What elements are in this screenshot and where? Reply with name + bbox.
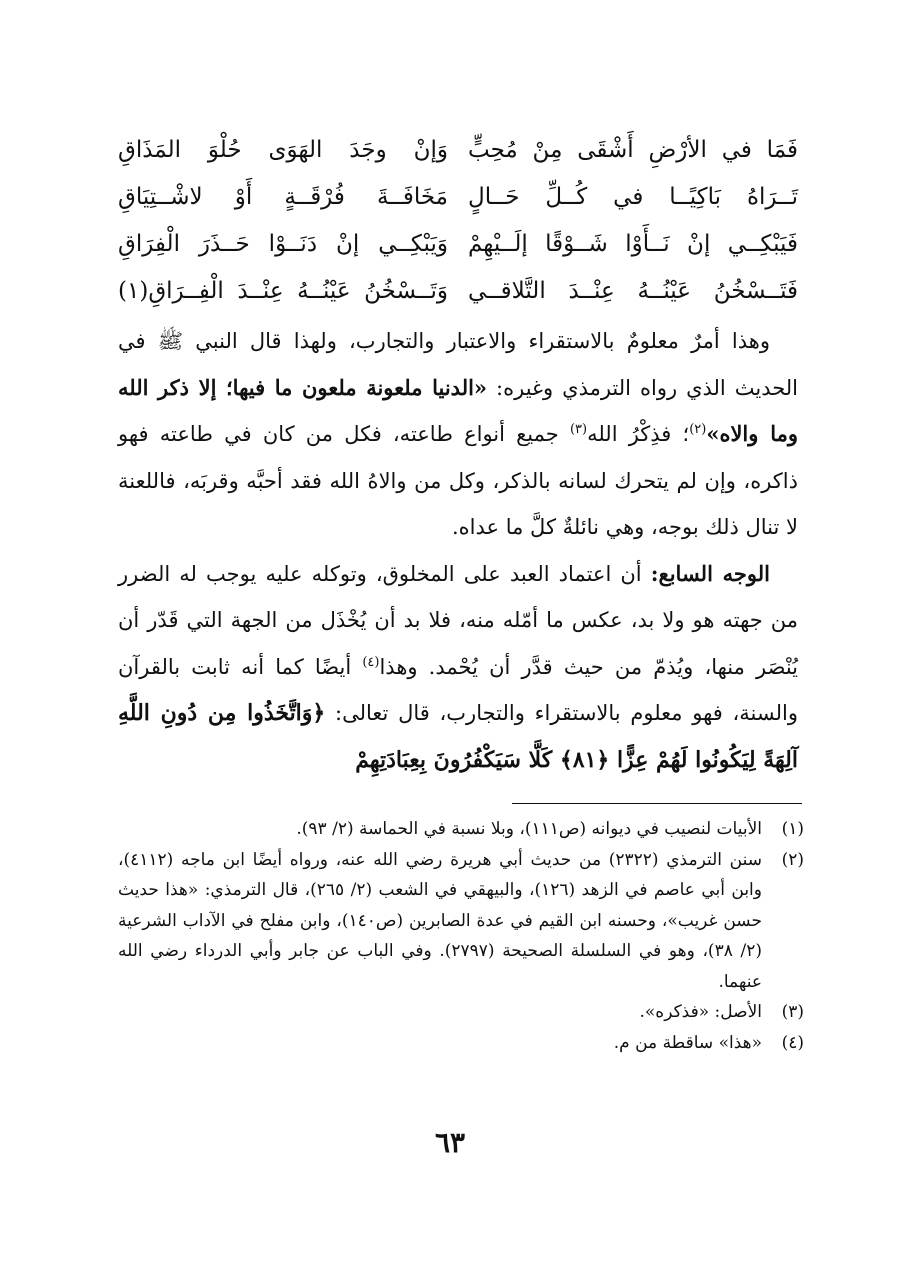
footnote-number: (٢) [781, 849, 804, 870]
footnote-number: (٤) [781, 1032, 804, 1053]
section-heading: الوجه السابع: [650, 560, 770, 586]
footnote-number: (١) [781, 819, 804, 839]
poem-verse [118, 126, 798, 173]
verse-first-hemistich: فَمَا في الأرْضِ أَشْقَى مِنْ مُحِبٍّ [468, 136, 798, 163]
footnote-text: الأبيات لنصيب في ديوانه (ص١١١)، وبلا نسبة في الحماسة (٢/ ٩٣). [296, 819, 762, 839]
quran-verse: ﴿وَاتَّخَذُوا مِن دُونِ اللَّهِ آلِهَةً لِيَكُونُوا لَهُمْ عِزًّا ﴿٨١﴾ كَلَّا سَيَكْفُرُونَ بِعِبَادَتِهِمْ [118, 700, 798, 773]
footnote-ref: (٣) [569, 422, 588, 437]
paragraph [118, 318, 798, 551]
verse-first-hemistich: تَــرَاهُ بَاكِيًــا في كُــلِّ حَــالٍ [468, 183, 798, 210]
verse-second-hemistich: مَخَافَــةَ فُرْقَــةٍ أَوْ لاشْــتِيَاقِ [118, 183, 448, 210]
footnote-text: «هذا» ساقطة من م. [613, 1032, 762, 1053]
footnote-separator [512, 803, 802, 804]
body-text [118, 318, 798, 783]
text-run: أن اعتماد العبد على المخلوق، وتوكله عليه يوجب له الضرر من جهته هو ولا بد، عكس ما أمّله منه، فلا بد أن يُخْذَل من الجهة التي قَدّر أن يُنْصَر منها، ويُذمّ من حيث قدَّر أن يُحْمد. وهذا [118, 561, 799, 679]
footnote-text: سنن الترمذي (٢٣٢٢) من حديث أبي هريرة رضي الله عنه، ورواه أيضًا ابن ماجه (٤١١٢)، وابن أبي عاصم في الزهد (١٢٦)، والبيهقي في الشعب (٢/ ٢٦٥)، قال الترمذي: «هذا حديث حسن غريب»، وحسنه ابن القيم في عدة الصابرين (ص١٤٠)، وابن مفلح في الآداب الشرعية (٢/ ٣٨)، وهو في السلسلة الصحيحة (٢٧٩٧). وفي الباب عن جابر وأبي الدرداء رضي الله عنهما. [118, 849, 762, 992]
footnote-ref: (٢) [689, 422, 707, 437]
footnotes [118, 814, 804, 1058]
page-number: ٦٣ [434, 1126, 466, 1159]
footnote-number: (٣) [781, 1002, 804, 1022]
verse-second-hemistich: وَتَــسْخُنُ عَيْنُــهُ عِنْــدَ الْفِــرَاقِ(١) [118, 277, 448, 304]
text-run: جميع أنواع طاعته، فكل من كان في طاعته فهو ذاكره، وإن لم يتحرك لسانه بالذكر، وكل من والاهُ الله فقد أحبَّه وقربَه، فاللعنة لا تنال ذلك بوجه، وهي نائلةٌ كلَّ ما عداه. [118, 422, 798, 539]
text-run: وهذا أمرٌ معلومٌ بالاستقراء والاعتبار والتجارب، ولهذا قال النبي ﷺ في الحديث الذي رواه الترمذي وغيره: [118, 329, 799, 400]
verse-second-hemistich: وَإنْ وجَدَ الهَوَى حُلْوَ المَذَاقِ [118, 136, 448, 163]
paragraph [118, 551, 798, 784]
footnote [118, 814, 804, 845]
footnote [118, 997, 804, 1028]
verse-second-hemistich: وَيَبْكِــي إنْ دَنَــوْا حَــذَرَ الْفِرَاقِ [118, 230, 448, 257]
footnote [118, 1028, 804, 1059]
footnote-text: الأصل: «فذكره». [639, 1002, 762, 1022]
verse-first-hemistich: فَتَــسْخُنُ عَيْنُــهُ عِنْــدَ التَّلاقــي [468, 277, 798, 304]
poem-verse [118, 220, 798, 267]
poem-verse [118, 267, 798, 314]
text-run: ؛ فذِكْرُ الله [587, 422, 690, 446]
hadith-quote: «الدنيا ملعونة ملعون ما فيها؛ إلا ذكر الله وما والاه» [118, 374, 798, 446]
verse-first-hemistich: فَيَبْكِــي إنْ نَــأَوْا شَــوْقًا إلَــيْهِمْ [468, 230, 798, 257]
text-run: أيضًا كما أنه ثابت بالقرآن والسنة، فهو معلوم بالاستقراء والتجارب، قال تعالى: [118, 654, 798, 725]
footnote-ref: (٤) [362, 654, 380, 670]
poem-block [118, 126, 798, 314]
footnote [118, 845, 804, 998]
poem-verse [118, 173, 798, 220]
